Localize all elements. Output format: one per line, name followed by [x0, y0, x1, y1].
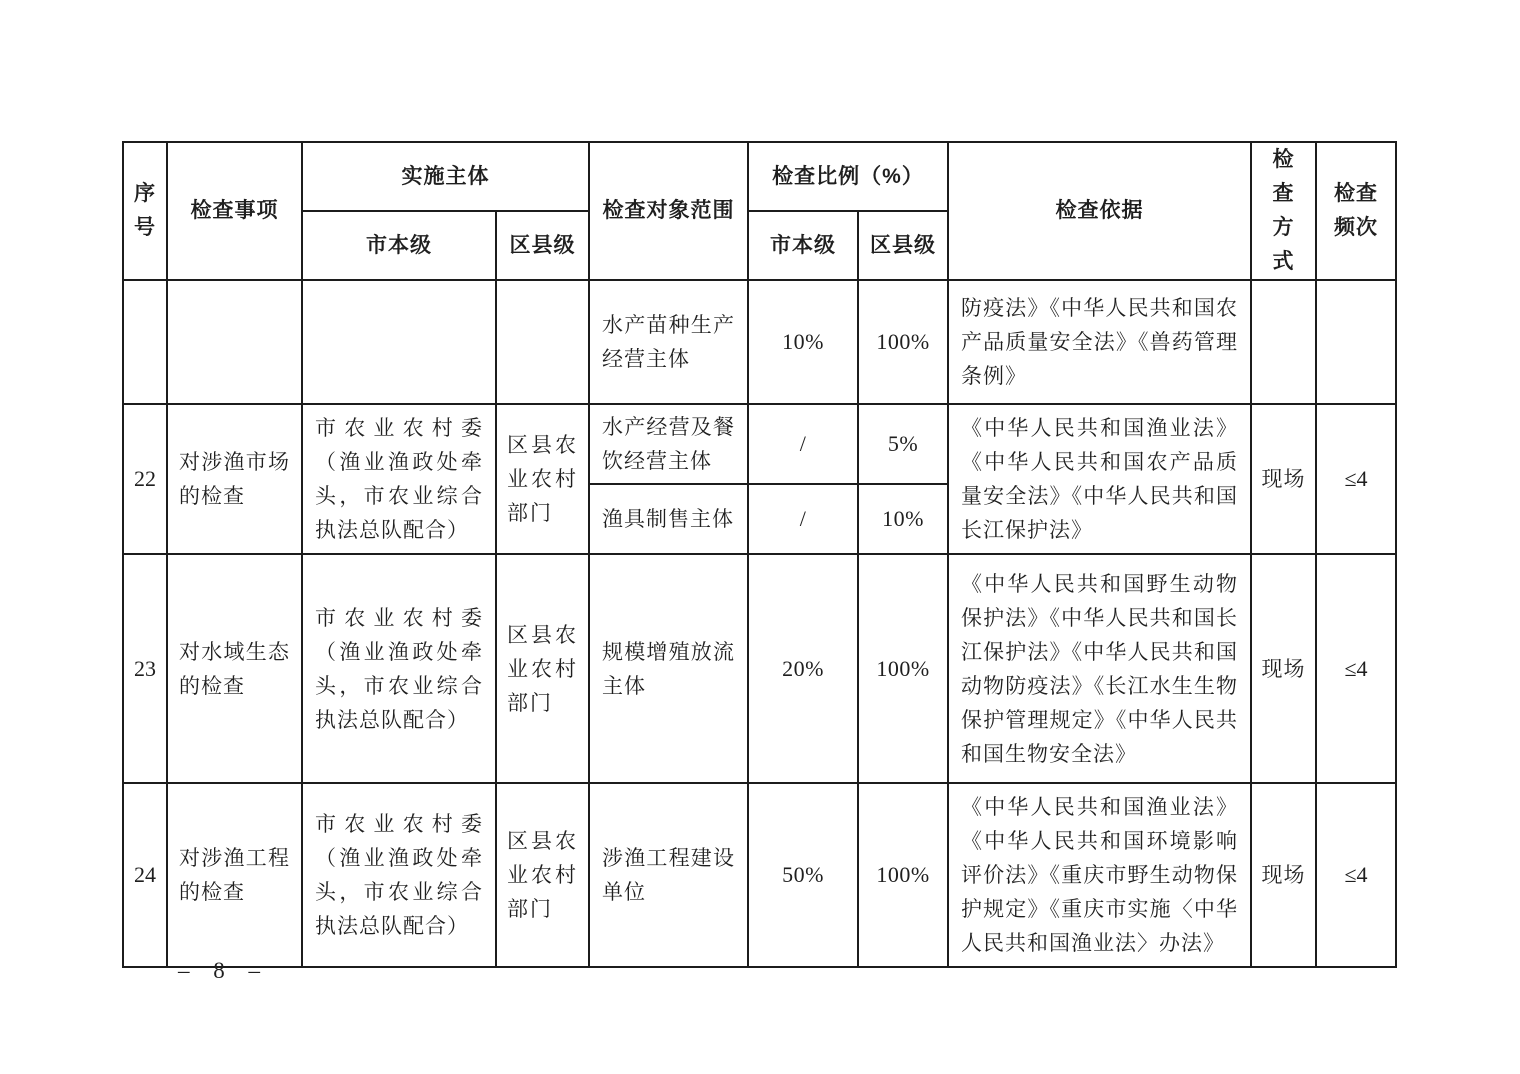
header-subject: 实施主体: [302, 142, 589, 211]
cell-subject-district: 区县农业农村部门: [496, 783, 589, 967]
cell-ratio-district: 100%: [858, 554, 948, 783]
cell-scope: 水产经营及餐饮经营主体: [589, 404, 748, 484]
cell-method: 现场: [1251, 783, 1316, 967]
cell-frequency: [1316, 280, 1396, 404]
table-row-24: [123, 783, 1396, 967]
cell-scope: 水产苗种生产经营主体: [589, 280, 748, 404]
cell-subject-city: [302, 280, 496, 404]
cell-frequency: ≤4: [1316, 404, 1396, 554]
cell-subject-city: 市农业农村委（渔业渔政处牵头，市农业综合执法总队配合）: [302, 404, 496, 554]
table-row-continuation: [123, 280, 1396, 404]
cell-ratio-city: /: [748, 404, 858, 484]
cell-basis: 《中华人民共和国渔业法》《中华人民共和国环境影响评价法》《重庆市野生动物保护规定》《重庆市实施〈中华人民共和国渔业法〉办法》: [948, 783, 1251, 967]
cell-ratio-city: 50%: [748, 783, 858, 967]
cell-method: 现场: [1251, 554, 1316, 783]
page-number: – 8 –: [178, 958, 269, 983]
cell-ratio-district: 100%: [858, 783, 948, 967]
cell-ratio-city: 20%: [748, 554, 858, 783]
cell-frequency: ≤4: [1316, 554, 1396, 783]
cell-method: [1251, 280, 1316, 404]
cell-method: 现场: [1251, 404, 1316, 554]
cell-seq: 24: [123, 783, 167, 967]
cell-subject-city: 市农业农村委（渔业渔政处牵头，市农业综合执法总队配合）: [302, 554, 496, 783]
cell-item: 对水域生态的检查: [167, 554, 302, 783]
cell-seq: 23: [123, 554, 167, 783]
cell-subject-district: 区县农业农村部门: [496, 404, 589, 554]
cell-basis: 《中华人民共和国野生动物保护法》《中华人民共和国长江保护法》《中华人民共和国动物防疫法》《长江水生生物保护管理规定》《中华人民共和国生物安全法》: [948, 554, 1251, 783]
header-seq: 序号: [123, 142, 167, 280]
cell-frequency: ≤4: [1316, 783, 1396, 967]
cell-ratio-city: /: [748, 484, 858, 554]
cell-item: 对涉渔工程的检查: [167, 783, 302, 967]
header-ratio-city: 市本级: [748, 211, 858, 280]
cell-seq: [123, 280, 167, 404]
cell-ratio-district: 5%: [858, 404, 948, 484]
cell-basis: 防疫法》《中华人民共和国农产品质量安全法》《兽药管理条例》: [948, 280, 1251, 404]
header-method: 检查方式: [1251, 142, 1316, 280]
cell-ratio-district: 100%: [858, 280, 948, 404]
header-item: 检查事项: [167, 142, 302, 280]
cell-scope: 渔具制售主体: [589, 484, 748, 554]
header-ratio: 检查比例（%）: [748, 142, 948, 211]
cell-ratio-city: 10%: [748, 280, 858, 404]
cell-item: 对涉渔市场的检查: [167, 404, 302, 554]
header-scope: 检查对象范围: [589, 142, 748, 280]
cell-subject-district: [496, 280, 589, 404]
cell-subject-city: 市农业农村委（渔业渔政处牵头，市农业综合执法总队配合）: [302, 783, 496, 967]
cell-item: [167, 280, 302, 404]
header-subject-district: 区县级: [496, 211, 589, 280]
header-frequency: 检查频次: [1316, 142, 1396, 280]
header-ratio-district: 区县级: [858, 211, 948, 280]
cell-scope: 规模增殖放流主体: [589, 554, 748, 783]
table-row-22: [123, 404, 1396, 484]
inspection-table: [122, 141, 1397, 968]
cell-basis: 《中华人民共和国渔业法》《中华人民共和国农产品质量安全法》《中华人民共和国长江保护法》: [948, 404, 1251, 554]
cell-scope: 涉渔工程建设单位: [589, 783, 748, 967]
cell-seq: 22: [123, 404, 167, 554]
table-row-23: [123, 554, 1396, 783]
cell-ratio-district: 10%: [858, 484, 948, 554]
cell-subject-district: 区县农业农村部门: [496, 554, 589, 783]
header-basis: 检查依据: [948, 142, 1251, 280]
header-subject-city: 市本级: [302, 211, 496, 280]
